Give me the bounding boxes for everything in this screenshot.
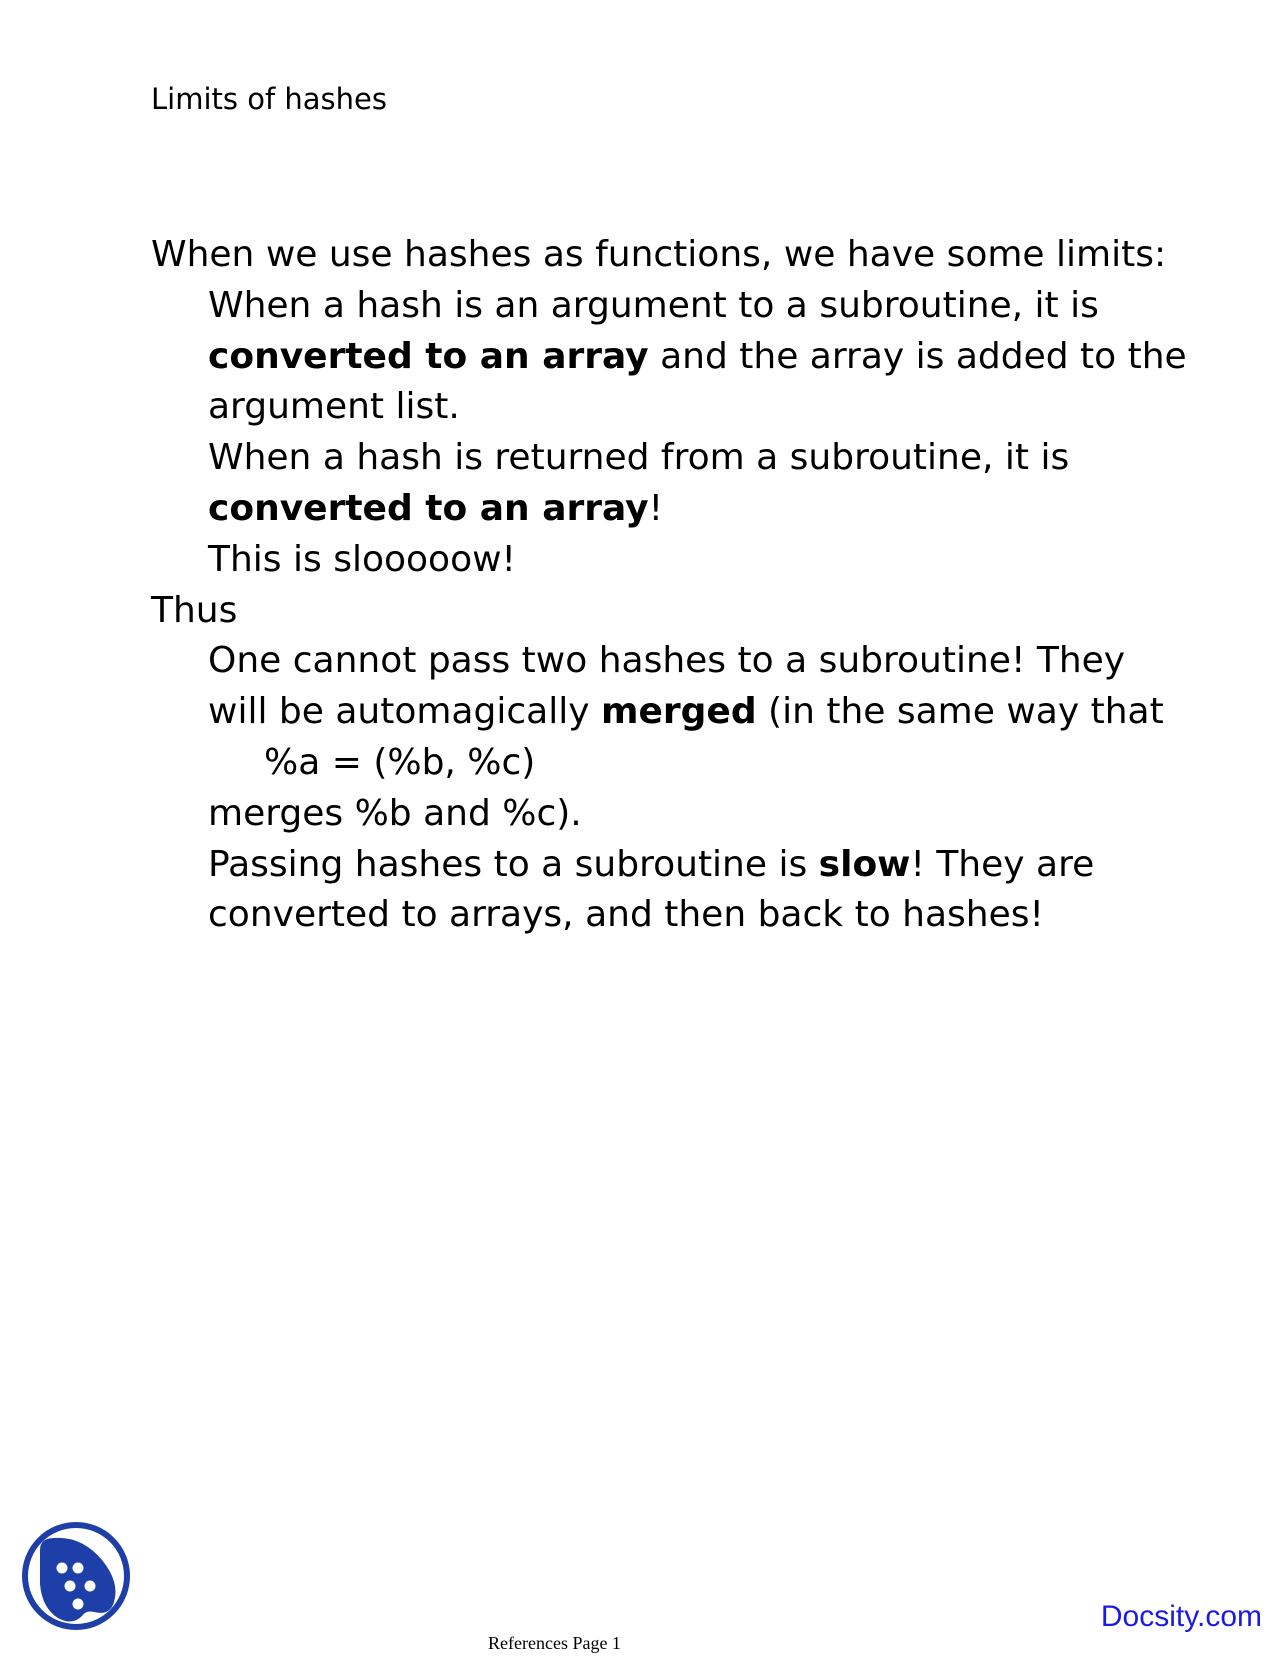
text-span: Passing hashes to a subroutine is: [208, 843, 819, 885]
bullet-argument-cont: [151, 332, 1201, 383]
docsity-logo-icon: [20, 1520, 132, 1632]
docsity-link[interactable]: Docsity.com: [1100, 1600, 1262, 1633]
text-span: (in the same way that: [756, 691, 1164, 733]
page-title: Limits of hashes: [151, 82, 387, 116]
thus-line: Thus: [151, 589, 238, 631]
bullet-passing-slow-cont: converted to arrays, and then back to hashes!: [208, 894, 1044, 936]
intro-line: When we use hashes as functions, we have some limits:: [151, 234, 1167, 275]
bold-text: converted to an array: [208, 487, 649, 529]
text-span: will be automagically: [208, 691, 601, 733]
text-span: !: [648, 487, 664, 529]
bullet-argument: When a hash is an argument to a subroutine, it is: [208, 284, 1099, 326]
bullet-slow: This is slooooow!: [208, 538, 516, 580]
bold-text: slow: [818, 843, 911, 885]
bullet-two-hashes-cont: [151, 687, 1201, 738]
document-body: [151, 230, 1201, 941]
bold-text: merged: [600, 691, 757, 733]
bullet-passing-slow: [151, 840, 1201, 891]
bullet-argument-end: argument list.: [208, 386, 460, 428]
bullet-two-hashes-end: merges %b and %c).: [208, 792, 582, 834]
bullet-returned: When a hash is returned from a subroutine, it is: [208, 437, 1070, 479]
bullet-two-hashes: One cannot pass two hashes to a subroutine! They: [208, 640, 1126, 682]
text-span: ! They are: [910, 843, 1095, 885]
bullet-returned-cont: [151, 484, 1201, 535]
bold-text: converted to an array: [208, 335, 649, 377]
page-footer: References Page 1: [488, 1633, 621, 1653]
text-span: and the array is added to the: [648, 335, 1187, 377]
code-example: %a = (%b, %c): [264, 741, 536, 783]
